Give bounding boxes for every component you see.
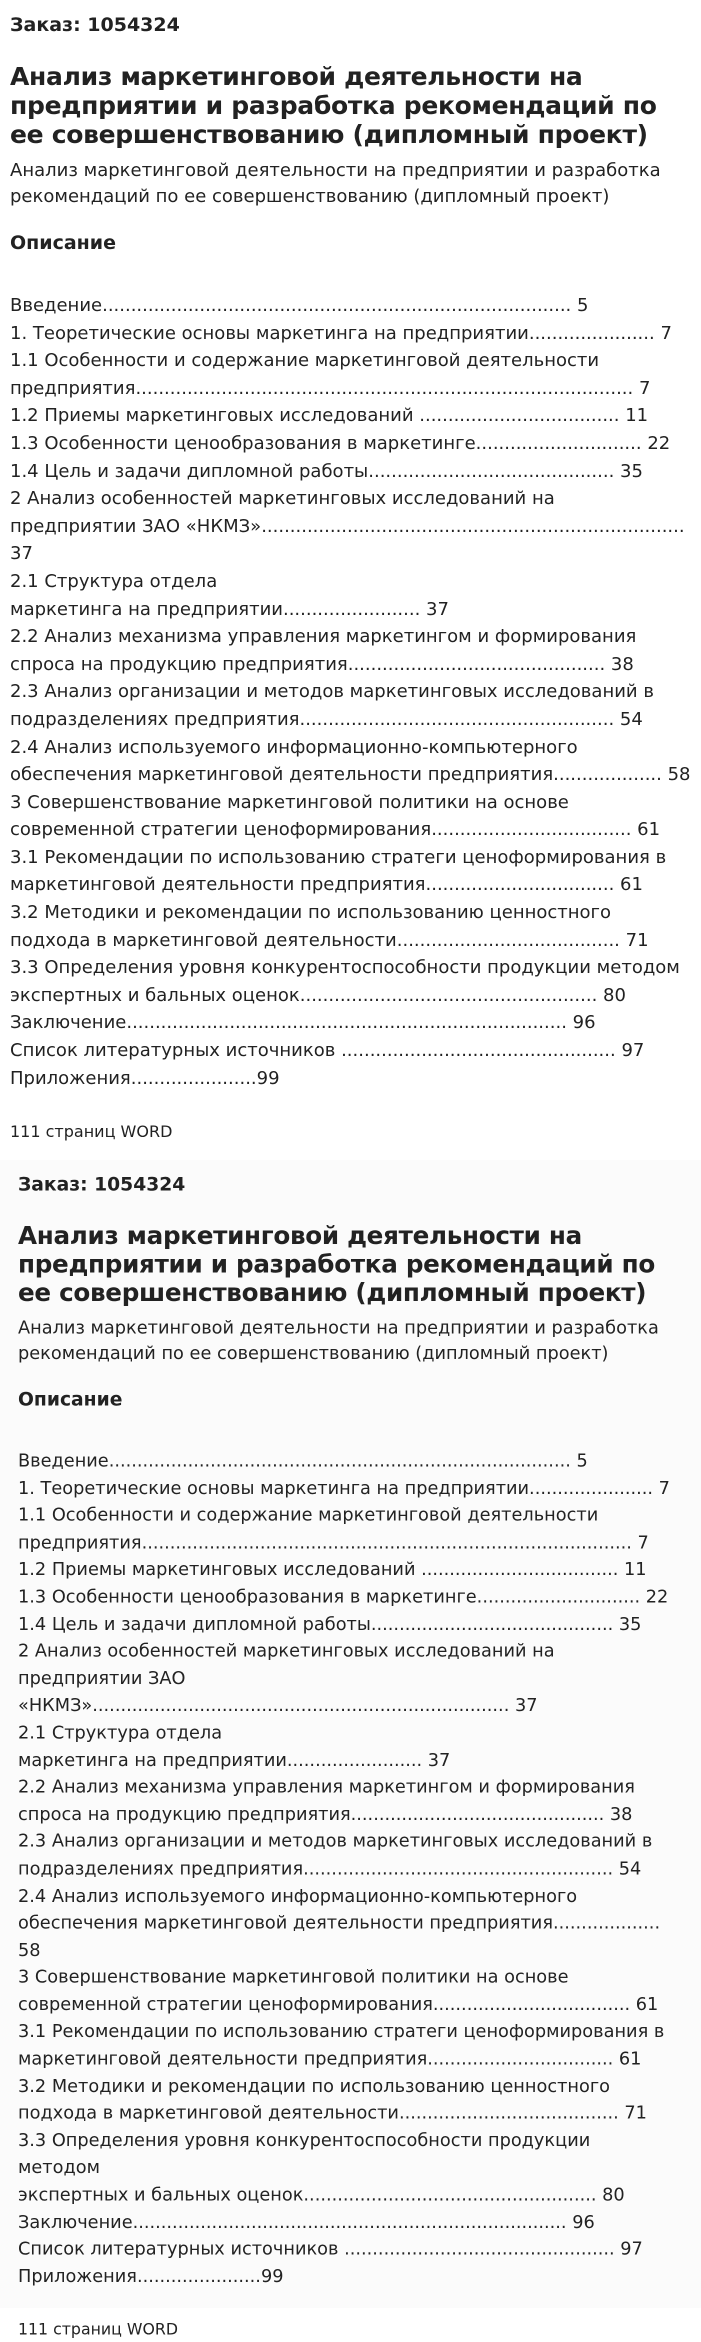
toc-line: обеспечения маркетинговой деятельности предприятия................... 58: [18, 1912, 666, 1961]
toc-line: подразделениях предприятия....................................................... 54: [18, 1858, 642, 1880]
toc-line: 2.4 Анализ используемого информационно-компьютерного: [10, 736, 578, 758]
toc-line: 3.2 Методики и рекомендации по использованию ценностного: [18, 2075, 611, 2097]
toc-line: 3.3 Определения уровня конкурентоспособности продукции методом: [10, 957, 680, 979]
toc-line: Введение.................................................................................. 5: [10, 295, 589, 316]
toc-line: 1.3 Особенности ценообразования в маркетинге............................. 22: [10, 432, 671, 454]
toc-line: 2 Анализ особенностей маркетинговых исследований на: [18, 1641, 555, 1662]
toc-line: маркетинга на предприятии........................ 37: [10, 598, 449, 620]
toc-line: 1.1 Особенности и содержание маркетинговой деятельности: [18, 1505, 599, 1526]
toc-line: предприятия....................................................................................... 7: [10, 377, 651, 399]
page-count: 111 страниц WORD: [18, 2319, 178, 2339]
description-heading: Описание: [10, 232, 117, 254]
toc-line: современной стратегии ценоформирования................................... 61: [18, 1994, 659, 2016]
toc-line: 2.1 Структура отдела: [18, 1722, 223, 1744]
toc-line: 1.3 Особенности ценообразования в маркетинге............................. 22: [18, 1586, 669, 1608]
toc-line: Введение.................................................................................. 5: [18, 1450, 588, 1472]
toc-line: 2.4 Анализ используемого информационно-компьютерного: [18, 1885, 578, 1907]
toc-line: Заключение............................................................................. 96: [10, 1012, 596, 1034]
toc-line: маркетинга на предприятии........................ 37: [18, 1749, 451, 1771]
document-title: Анализ маркетинговой деятельности на предприятии и разработка рекомендаций по ее совершенствованию (дипломный проект): [10, 62, 657, 149]
toc-line: 2.3 Анализ организации и методов маркетинговых исследований в: [18, 1831, 653, 1852]
toc-line: предприятии ЗАО «НКМЗ».......................................................................... 37: [10, 515, 691, 565]
toc-line: экспертных и бальных оценок.................................................... 80: [18, 2184, 625, 2206]
document-subtitle: Анализ маркетинговой деятельности на предприятии и разработка рекомендаций по ее совершенствованию (дипломный проект): [10, 160, 661, 207]
toc-line: обеспечения маркетинговой деятельности предприятия................... 58: [10, 764, 691, 786]
table-of-contents: [18, 1448, 673, 2291]
toc-line: подхода в маркетинговой деятельности....................................... 71: [18, 2103, 647, 2124]
toc-line: спроса на продукцию предприятия............................................. 38: [18, 1804, 633, 1825]
toc-line: подхода в маркетинговой деятельности....................................... 71: [10, 929, 649, 951]
document-subtitle: Анализ маркетинговой деятельности на предприятии и разработка рекомендаций по ее совершенствованию (дипломный проект): [18, 1317, 659, 1365]
toc-line: подразделениях предприятия....................................................... 54: [10, 708, 643, 730]
toc-line: 1.2 Приемы маркетинговых исследований ................................... 11: [18, 1559, 647, 1581]
toc-line: Список литературных источников ................................................ 97: [10, 1040, 645, 1062]
toc-line: 1. Теоретические основы маркетинга на предприятии...................... 7: [18, 1477, 670, 1499]
toc-line: 3.1 Рекомендации по использованию стратеги ценоформирования в: [10, 846, 667, 868]
toc-line: 2.2 Анализ механизма управления маркетингом и формирования: [10, 626, 637, 648]
toc-line: спроса на продукцию предприятия............................................. 38: [10, 653, 634, 675]
toc-line: 3 Совершенствование маркетинговой политики на основе: [18, 1967, 569, 1988]
table-of-contents: [10, 292, 691, 1092]
toc-line: 2.1 Структура отдела: [10, 570, 218, 592]
toc-line: 3.2 Методики и рекомендации по использованию ценностного: [10, 902, 612, 924]
toc-line: предприятии ЗАО «НКМЗ».......................................................................... 37: [18, 1668, 538, 1717]
toc-line: 1.4 Цель и задачи дипломной работы........................................... 35: [10, 460, 643, 482]
toc-line: маркетинговой деятельности предприятия................................. 61: [10, 874, 643, 896]
listing-block-1: [0, 0, 701, 1160]
toc-line: 3.3 Определения уровня конкурентоспособности продукции методом: [18, 2130, 596, 2179]
page-count: 111 страниц WORD: [10, 1122, 173, 1142]
toc-line: Приложения......................99: [10, 1067, 280, 1089]
toc-line: современной стратегии ценоформирования................................... 61: [10, 819, 661, 841]
toc-line: экспертных и бальных оценок.................................................... 80: [10, 984, 626, 1006]
toc-line: предприятия....................................................................................... 7: [18, 1532, 649, 1553]
toc-line: Приложения......................99: [18, 2266, 284, 2287]
toc-line: 2.2 Анализ механизма управления маркетингом и формирования: [18, 1776, 635, 1798]
toc-line: 1.2 Приемы маркетинговых исследований ................................... 11: [10, 405, 649, 427]
toc-line: 1. Теоретические основы маркетинга на предприятии...................... 7: [10, 322, 672, 344]
toc-line: маркетинговой деятельности предприятия................................. 61: [18, 2048, 642, 2070]
toc-line: Заключение............................................................................. 96: [18, 2211, 595, 2233]
toc-line: 3 Совершенствование маркетинговой политики на основе: [10, 791, 569, 813]
order-number: Заказ: 1054324: [18, 1173, 186, 1196]
toc-line: 3.1 Рекомендации по использованию стратеги ценоформирования в: [18, 2021, 665, 2043]
toc-line: 1.1 Особенности и содержание маркетинговой деятельности: [10, 350, 600, 372]
toc-line: Список литературных источников ................................................ 97: [18, 2238, 643, 2260]
listing-block-2: [0, 1160, 701, 2339]
order-number: Заказ: 1054324: [10, 14, 180, 36]
toc-line: 1.4 Цель и задачи дипломной работы........................................... 35: [18, 1613, 642, 1635]
description-heading: Описание: [18, 1388, 123, 1411]
document-title: Анализ маркетинговой деятельности на предприятии и разработка рекомендаций по ее совершенствованию (дипломный проект): [18, 1221, 655, 1307]
toc-line: 2 Анализ особенностей маркетинговых исследований на: [10, 488, 555, 510]
toc-line: 2.3 Анализ организации и методов маркетинговых исследований в: [10, 681, 654, 703]
